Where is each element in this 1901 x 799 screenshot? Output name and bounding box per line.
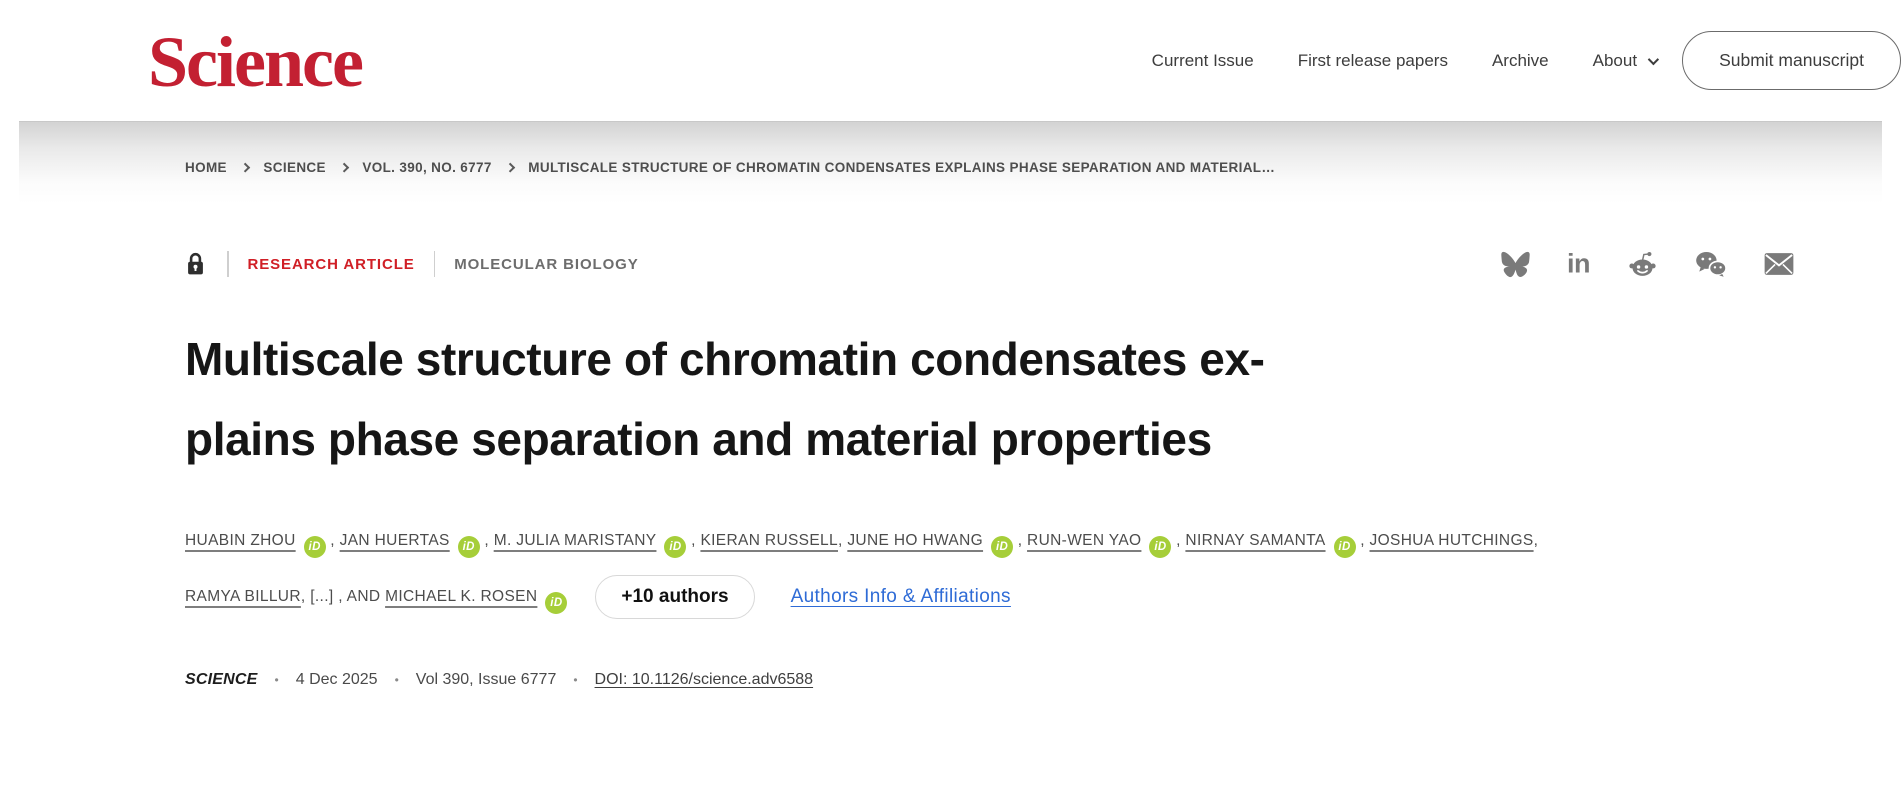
breadcrumb-item[interactable]: HOME [185, 160, 227, 175]
lock-icon [185, 251, 206, 277]
submit-manuscript-button[interactable]: Submit manuscript [1682, 31, 1901, 90]
divider [227, 251, 229, 277]
author-separator: , [325, 532, 340, 549]
bluesky-share-icon[interactable] [1501, 251, 1530, 277]
article-header-section [19, 121, 1882, 799]
volume-issue: Vol 390, Issue 6777 [415, 671, 557, 689]
orcid-icon[interactable]: iD [664, 536, 686, 558]
email-share-icon[interactable] [1764, 253, 1794, 276]
breadcrumb-item: MULTISCALE STRUCTURE OF CHROMATIN CONDENSATES EXPLAINS PHASE SEPARATION AND MATERIAL… [528, 160, 1276, 175]
authors-ellipsis: [...] [310, 588, 334, 606]
article-title-line1: Multiscale structure of chromatin condensates ex- [185, 333, 1265, 385]
orcid-icon[interactable]: iD [545, 592, 567, 614]
nav-item-current-issue[interactable]: Current Issue [1151, 50, 1254, 70]
chevron-right-icon [241, 163, 250, 172]
journal-name: SCIENCE [185, 671, 258, 689]
orcid-icon[interactable]: iD [991, 536, 1013, 558]
authors-info-affiliations-link[interactable]: Authors Info & Affiliations [790, 586, 1011, 607]
author-link[interactable]: KIERAN RUSSELL [700, 532, 838, 549]
orcid-icon[interactable]: iD [1149, 536, 1171, 558]
primary-nav [1152, 51, 1660, 71]
linkedin-share-icon[interactable]: in [1567, 248, 1590, 279]
author-link[interactable]: JAN HUERTAS [339, 532, 450, 549]
author-separator: , [686, 532, 701, 549]
author-link[interactable]: HUABIN ZHOU [185, 532, 296, 549]
site-header [0, 0, 1901, 121]
authors-block [185, 513, 1794, 625]
nav-item-about[interactable]: About [1593, 51, 1656, 71]
separator-dot: • [274, 673, 279, 688]
more-authors-button[interactable]: +10 authors [595, 575, 754, 620]
breadcrumb [185, 122, 1794, 175]
article-title [185, 319, 1794, 479]
publication-meta [185, 671, 1794, 689]
author-separator: , [1013, 532, 1028, 549]
divider [434, 251, 436, 277]
author-link[interactable]: MICHAEL K. ROSEN [385, 588, 538, 606]
author-separator: , [300, 588, 311, 606]
author-link[interactable]: RUN-WEN YAO [1027, 532, 1142, 549]
nav-item-first-release-papers[interactable]: First release papers [1297, 50, 1448, 70]
chevron-right-icon [505, 163, 514, 172]
wechat-share-icon[interactable] [1695, 251, 1727, 278]
separator-dot: • [394, 673, 399, 688]
nav-item-archive[interactable]: Archive [1491, 50, 1549, 70]
science-logo[interactable]: Science [148, 21, 362, 102]
orcid-icon[interactable]: iD [304, 536, 326, 558]
breadcrumb-item[interactable]: VOL. 390, NO. 6777 [362, 160, 492, 175]
author-separator: , [479, 532, 494, 549]
separator-dot: • [573, 673, 578, 688]
article-subject-label[interactable]: MOLECULAR BIOLOGY [454, 255, 639, 273]
publication-date: 4 Dec 2025 [295, 671, 378, 689]
author-link[interactable]: RAMYA BILLUR [185, 588, 301, 606]
article-type-label[interactable]: RESEARCH ARTICLE [247, 255, 415, 273]
chevron-right-icon [340, 163, 349, 172]
author-separator: , [838, 532, 848, 549]
author-separator: , [1533, 532, 1539, 549]
author-link[interactable]: M. JULIA MARISTANY [493, 532, 657, 549]
author-separator: , [1355, 532, 1370, 549]
reddit-share-icon[interactable] [1627, 251, 1658, 278]
author-separator: , [1171, 532, 1186, 549]
author-link[interactable]: JUNE HO HWANG [847, 532, 984, 549]
author-link[interactable]: JOSHUA HUTCHINGS [1369, 532, 1534, 549]
author-separator: , AND [333, 588, 386, 606]
chevron-down-icon [1648, 53, 1659, 64]
orcid-icon[interactable]: iD [458, 536, 480, 558]
doi-link[interactable]: DOI: 10.1126/science.adv6588 [594, 671, 814, 689]
article-meta-row [185, 248, 1794, 279]
share-bar [1501, 248, 1794, 279]
author-link[interactable]: NIRNAY SAMANTA [1185, 532, 1326, 549]
article-title-line2: plains phase separation and material properties [185, 413, 1212, 465]
breadcrumb-item[interactable]: SCIENCE [263, 160, 326, 175]
orcid-icon[interactable]: iD [1334, 536, 1356, 558]
